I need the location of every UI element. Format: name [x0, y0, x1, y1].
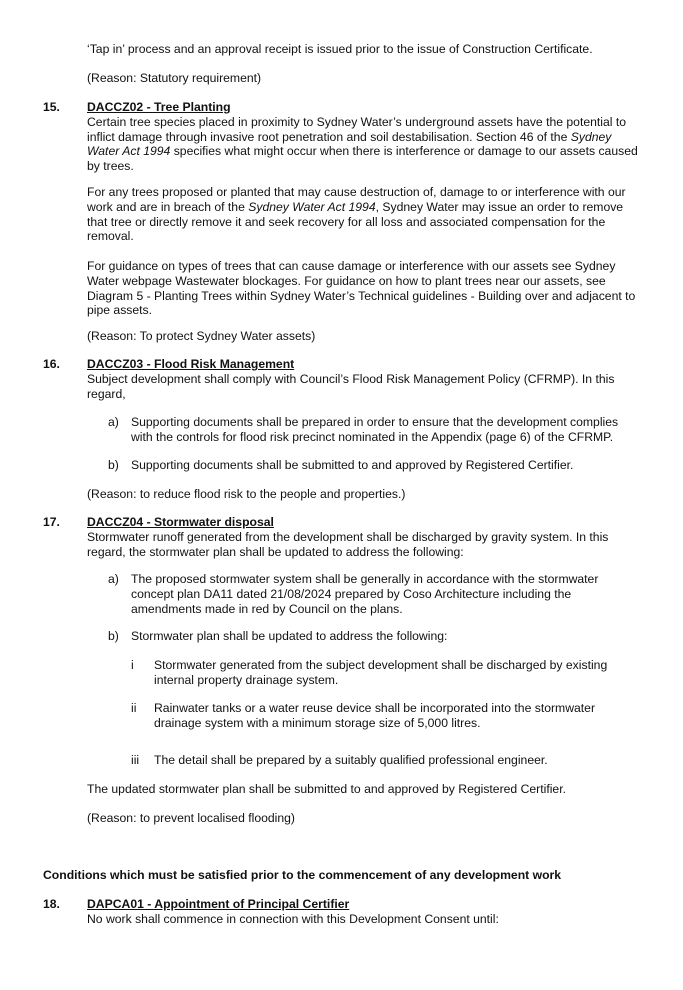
condition-number: 17. [43, 515, 60, 529]
intro-reason: (Reason: Statutory requirement) [87, 71, 262, 85]
condition-16-item-a: a) Supporting documents shall be prepared in order to ensure that the development complies with the controls for flood risk precinct nominated in the Appendix (page 6) of the CFRMP. [108, 415, 619, 444]
condition-title: DACCZ03 - Flood Risk Management [87, 357, 295, 371]
condition-16-reason: (Reason: to reduce flood risk to the people and properties.) [87, 487, 406, 501]
condition-16 [0, 357, 683, 401]
condition-17-subitem-i: i Stormwater generated from the subject development shall be discharged by existing internal property drainage system. [131, 658, 608, 687]
condition-17-closing: The updated stormwater plan shall be submitted to and approved by Registered Certifier. [87, 782, 566, 796]
condition-17 [0, 515, 683, 559]
condition-paragraph: Subject development shall comply with Council’s Flood Risk Management Policy (CFRMP). In this regard, [87, 371, 615, 401]
condition-paragraph: Certain tree species placed in proximity to Sydney Water’s underground assets have the potential to inflict damage through invasive root penetration and soil destabilisation. Section 46 of the Sydney Water Act 1994 specifies what might occur when there is interference or damage to our assets caused by trees. [87, 114, 638, 174]
condition-title: DAPCA01 - Appointment of Principal Certifier [87, 897, 350, 911]
condition-number: 15. [43, 100, 60, 114]
intro-line: ‘Tap in’ process and an approval receipt is issued prior to the issue of Construction Certificate. [87, 42, 593, 56]
condition-15-paragraph-3: For guidance on types of trees that can cause damage or interference with our assets see Sydney Water webpage Wastewater blockages. For guidance on how to plant trees near our assets, see Diagram 5 - Planting Trees within Sydney Water’s Technical guidelines - Building over and adjacent to pipe assets. [87, 259, 636, 318]
condition-17-reason: (Reason: to prevent localised flooding) [87, 811, 295, 825]
condition-17-item-a: a) The proposed stormwater system shall be generally in accordance with the stormwater concept plan DA11 dated 21/08/2024 prepared by Coso Architecture including the amendments made in red by Council on the plans. [108, 572, 599, 616]
condition-16-item-b: b) Supporting documents shall be submitted to and approved by Registered Certifier. [108, 458, 574, 472]
section-heading: Conditions which must be satisfied prior to the commencement of any development work [43, 868, 562, 882]
condition-17-subitem-iii: iii The detail shall be prepared by a suitably qualified professional engineer. [131, 753, 548, 767]
condition-15-paragraph-2: For any trees proposed or planted that may cause destruction of, damage to or interference with our work and are in breach of the Sydney Water Act 1994, Sydney Water may issue an order to remove that tree or directly remove it and seek recovery for all loss and associated compensation for the removal. [87, 185, 626, 244]
condition-17-subitem-ii: ii Rainwater tanks or a water reuse device shall be incorporated into the stormwater drainage system with a minimum storage size of 5,000 litres. [131, 701, 595, 730]
condition-18 [0, 897, 683, 927]
condition-paragraph: Stormwater runoff generated from the development shall be discharged by gravity system. In this regard, the stormwater plan shall be updated to address the following: [87, 529, 609, 559]
condition-number: 18. [43, 897, 60, 911]
condition-number: 16. [43, 357, 60, 371]
condition-paragraph: No work shall commence in connection with this Development Consent until: [87, 911, 499, 926]
condition-title: DACCZ02 - Tree Planting [87, 100, 231, 114]
condition-15 [0, 100, 683, 174]
condition-15-reason: (Reason: To protect Sydney Water assets) [87, 329, 316, 343]
condition-title: DACCZ04 - Stormwater disposal [87, 515, 274, 529]
condition-17-item-b: b) Stormwater plan shall be updated to address the following: [108, 629, 448, 643]
